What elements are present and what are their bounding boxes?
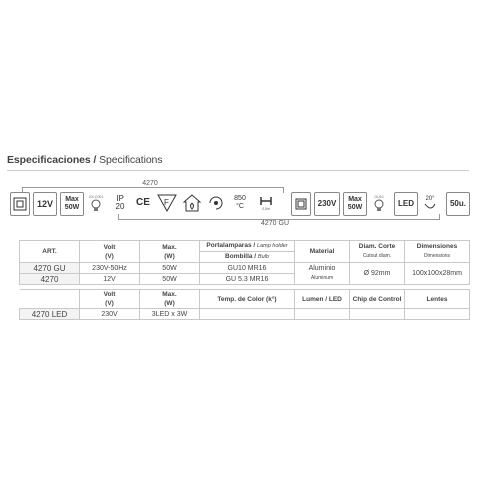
gx-bulb-icon: GX-C001	[86, 192, 106, 214]
hdr-art: ART.	[20, 241, 80, 263]
gu10-bulb-icon: GU10	[369, 192, 389, 214]
qty-50u-icon: 50u.	[446, 192, 470, 216]
double-square-icon	[291, 192, 311, 216]
hdr-chip: Chip de Control	[350, 290, 405, 309]
cell-volt: 230V	[80, 309, 140, 320]
cell-art: 4270 GU	[20, 263, 80, 274]
ip20-icon: IP 20	[115, 194, 125, 211]
cell-material: Aluminio Aluminum	[295, 263, 350, 285]
house-flame-icon	[182, 192, 202, 214]
cell-holder: GU 5.3 MR16	[200, 274, 295, 285]
cell-lumen	[295, 309, 350, 320]
hdr-lentes: Lentes	[405, 290, 470, 309]
ce-mark-icon: CE	[136, 197, 150, 208]
cell-lentes	[405, 309, 470, 320]
hdr-lumen: Lumen / LED	[295, 290, 350, 309]
cell-max: 3LED x 3W	[140, 309, 200, 320]
voltage-12v-icon: 12V	[33, 192, 57, 216]
divider	[7, 170, 469, 171]
clip-icon: 0,5m	[255, 192, 277, 214]
hdr-bulb: Bombilla / Bulb	[200, 252, 295, 263]
cell-volt: 12V	[80, 274, 140, 285]
cell-max: 50W	[140, 274, 200, 285]
svg-text:F: F	[164, 198, 169, 207]
hdr-max-led: Max. (W)	[140, 290, 200, 309]
temp-850-icon: 850 °C	[234, 195, 246, 210]
hdr-lampholder: Portalamparas / Lamp holder	[200, 241, 295, 252]
section-title: Especificaciones / Specifications	[7, 154, 163, 166]
product-code-bottom: 4270 GU	[260, 220, 290, 227]
tilt-20-icon: 20°	[420, 192, 440, 214]
rotation-icon	[206, 192, 226, 214]
table-row	[20, 309, 470, 320]
hdr-material: Material	[295, 241, 350, 263]
product-code-top: 4270	[142, 180, 158, 187]
cell-diam: Ø 92mm	[350, 263, 405, 285]
cell-holder: GU10 MR16	[200, 263, 295, 274]
cell-dims: 100x100x28mm	[405, 263, 470, 285]
cell-volt: 230V-50Hz	[80, 263, 140, 274]
f-mark-icon	[156, 192, 178, 214]
spec-table	[19, 240, 470, 320]
cell-art: 4270 LED	[20, 309, 80, 320]
max-50w-icon: Max 50W	[60, 192, 84, 216]
voltage-230v-icon: 230V	[314, 192, 340, 216]
class-ii-icon	[10, 192, 30, 216]
hdr-temp: Temp. de Color (k°)	[200, 290, 295, 309]
blank-cell	[20, 290, 80, 309]
hdr-dims: Dimensiones Dimensions	[405, 241, 470, 263]
cell-chip	[350, 309, 405, 320]
table-row	[20, 263, 470, 274]
max-50w-2-icon: Max 50W	[343, 192, 367, 216]
hdr-max: Max. (W)	[140, 241, 200, 263]
led-icon: LED	[394, 192, 418, 216]
hdr-volt: Volt (V)	[80, 241, 140, 263]
hdr-volt-led: Volt (V)	[80, 290, 140, 309]
cell-temp	[200, 309, 295, 320]
cell-max: 50W	[140, 263, 200, 274]
hdr-diam: Diam. Corte Cutout diam.	[350, 241, 405, 263]
cell-art: 4270	[20, 274, 80, 285]
icon-strip	[6, 192, 476, 216]
